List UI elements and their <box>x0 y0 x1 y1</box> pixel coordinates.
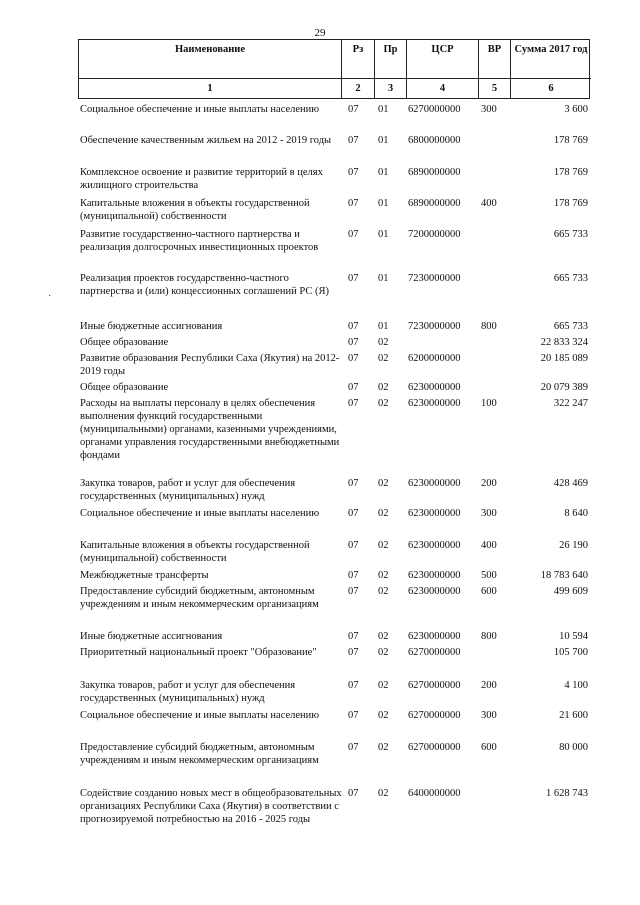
cell-vr: 300 <box>481 710 497 721</box>
cell-csr: 6270000000 <box>408 104 461 115</box>
cell-name: Иные бюджетные ассигнования <box>80 321 223 332</box>
cell-sum: 21 600 <box>559 710 588 721</box>
cell-pr: 02 <box>378 586 389 597</box>
cell-rz: 07 <box>348 398 359 409</box>
cell-name: Развитие государственно-частного партнерства и реализация долгосрочных инвестиционных проектов <box>80 229 319 253</box>
cell-rz: 07 <box>348 540 359 551</box>
cell-pr: 01 <box>378 321 389 332</box>
cell-pr: 02 <box>378 337 389 348</box>
cell-sum: 105 700 <box>553 647 588 658</box>
cell-csr: 7200000000 <box>408 229 461 240</box>
header-csr-col <box>407 40 479 98</box>
cell-sum: 665 733 <box>553 273 588 284</box>
cell-pr: 02 <box>378 353 389 364</box>
cell-sum: 80 000 <box>559 742 588 753</box>
cell-name: Межбюджетные трансферты <box>80 570 209 581</box>
cell-pr: 02 <box>378 680 389 691</box>
cell-csr: 6270000000 <box>408 680 461 691</box>
cell-rz: 07 <box>348 229 359 240</box>
header-name: Наименование <box>79 40 341 79</box>
cell-csr: 6230000000 <box>408 508 461 519</box>
cell-pr: 01 <box>378 229 389 240</box>
cell-csr: 7230000000 <box>408 321 461 332</box>
cell-sum: 8 640 <box>564 508 588 519</box>
header-num-4: 4 <box>439 83 446 94</box>
cell-sum: 665 733 <box>553 321 588 332</box>
header-rz: Рз <box>342 40 374 79</box>
header-num-5: 5 <box>491 83 498 94</box>
cell-csr: 6890000000 <box>408 198 461 209</box>
cell-vr: 100 <box>481 398 497 409</box>
cell-pr: 02 <box>378 647 389 658</box>
cell-vr: 200 <box>481 478 497 489</box>
cell-sum: 322 247 <box>553 398 588 409</box>
cell-sum: 20 079 389 <box>540 382 588 393</box>
cell-csr: 6230000000 <box>408 382 461 393</box>
cell-rz: 07 <box>348 167 359 178</box>
header-rz-col <box>342 40 375 98</box>
cell-csr: 6230000000 <box>408 478 461 489</box>
cell-name: Развитие образования Республики Саха (Якутия) на 2012-2019 годы <box>80 353 340 377</box>
cell-csr: 6230000000 <box>408 586 461 597</box>
cell-sum: 178 769 <box>553 135 588 146</box>
cell-name: Закупка товаров, работ и услуг для обеспечения государственных (муниципальных) нужд <box>80 478 296 502</box>
cell-csr: 6230000000 <box>408 398 461 409</box>
cell-csr: 6800000000 <box>408 135 461 146</box>
cell-pr: 02 <box>378 398 389 409</box>
cell-rz: 07 <box>348 135 359 146</box>
cell-rz: 07 <box>348 382 359 393</box>
cell-rz: 07 <box>348 710 359 721</box>
cell-csr: 6270000000 <box>408 742 461 753</box>
cell-name: Приоритетный национальный проект "Образование" <box>80 647 317 658</box>
cell-csr: 7230000000 <box>408 273 461 284</box>
cell-rz: 07 <box>348 631 359 642</box>
header-num-1: 1 <box>207 83 213 94</box>
cell-pr: 01 <box>378 167 389 178</box>
cell-pr: 02 <box>378 788 389 799</box>
cell-vr: 300 <box>481 104 497 115</box>
cell-csr: 6270000000 <box>408 710 461 721</box>
cell-csr: 6890000000 <box>408 167 461 178</box>
cell-rz: 07 <box>348 586 359 597</box>
cell-name: Общее образование <box>80 382 169 393</box>
cell-pr: 02 <box>378 508 389 519</box>
scan-mark-dot: · <box>48 291 52 302</box>
cell-rz: 07 <box>348 478 359 489</box>
header-csr: ЦСР <box>407 40 478 79</box>
cell-name: Капитальные вложения в объекты государственной (муниципальной) собственности <box>80 198 310 222</box>
header-num-3: 3 <box>387 83 394 94</box>
cell-name: Содействие созданию новых мест в общеобразовательных организациях Республики Саха (Якутия) в соответствии с прогнозируемой потребностью на 2016 - 2025 годы <box>80 788 342 825</box>
cell-sum: 178 769 <box>553 198 588 209</box>
cell-sum: 4 100 <box>564 680 588 691</box>
cell-vr: 800 <box>481 321 497 332</box>
cell-pr: 02 <box>378 710 389 721</box>
cell-pr: 02 <box>378 478 389 489</box>
cell-rz: 07 <box>348 353 359 364</box>
cell-pr: 02 <box>378 540 389 551</box>
cell-sum: 1 628 743 <box>546 788 588 799</box>
cell-name: Социальное обеспечение и иные выплаты населению <box>80 104 320 115</box>
header-pr-col <box>375 40 407 98</box>
cell-sum: 26 190 <box>559 540 588 551</box>
cell-name: Социальное обеспечение и иные выплаты населению <box>80 710 320 721</box>
cell-pr: 01 <box>378 198 389 209</box>
cell-csr: 6200000000 <box>408 353 461 364</box>
cell-sum: 20 185 089 <box>540 353 588 364</box>
cell-rz: 07 <box>348 104 359 115</box>
table-header <box>78 39 590 99</box>
cell-sum: 10 594 <box>559 631 588 642</box>
cell-vr: 400 <box>481 198 497 209</box>
header-num-6: 6 <box>548 83 554 94</box>
cell-name: Предоставление субсидий бюджетным, автономным учреждениям и иным некоммерческим организациям <box>80 586 319 610</box>
header-sum-col <box>511 40 591 98</box>
cell-rz: 07 <box>348 647 359 658</box>
cell-csr: 6230000000 <box>408 631 461 642</box>
cell-name: Закупка товаров, работ и услуг для обеспечения государственных (муниципальных) нужд <box>80 680 296 704</box>
cell-rz: 07 <box>348 742 359 753</box>
cell-rz: 07 <box>348 321 359 332</box>
cell-name: Капитальные вложения в объекты государственной (муниципальной) собственности <box>80 540 310 564</box>
header-pr: Пр <box>375 40 406 79</box>
header-name-col <box>79 40 342 98</box>
cell-pr: 01 <box>378 104 389 115</box>
cell-csr: 6230000000 <box>408 540 461 551</box>
cell-sum: 428 469 <box>553 478 588 489</box>
cell-vr: 400 <box>481 540 497 551</box>
cell-sum: 3 600 <box>564 104 588 115</box>
header-vr: ВР <box>479 40 510 79</box>
cell-name: Реализация проектов государственно-частного партнерства и (или) концессионных соглашений РС (Я) <box>80 273 329 297</box>
cell-csr: 6400000000 <box>408 788 461 799</box>
cell-sum: 178 769 <box>553 167 588 178</box>
cell-vr: 300 <box>481 508 497 519</box>
cell-rz: 07 <box>348 198 359 209</box>
cell-name: Расходы на выплаты персоналу в целях обеспечения выполнения функций государственными (муниципальными) органами, казенными учреждениями, органами управления государственными внебюджетными фондами <box>80 398 340 461</box>
cell-sum: 499 609 <box>553 586 588 597</box>
header-num-2: 2 <box>355 83 361 94</box>
cell-pr: 02 <box>378 742 389 753</box>
cell-rz: 07 <box>348 570 359 581</box>
cell-name: Иные бюджетные ассигнования <box>80 631 223 642</box>
cell-rz: 07 <box>348 680 359 691</box>
cell-vr: 200 <box>481 680 497 691</box>
cell-name: Общее образование <box>80 337 169 348</box>
cell-sum: 665 733 <box>553 229 588 240</box>
cell-vr: 600 <box>481 742 497 753</box>
cell-rz: 07 <box>348 337 359 348</box>
cell-vr: 500 <box>481 570 497 581</box>
cell-pr: 01 <box>378 273 389 284</box>
cell-rz: 07 <box>348 273 359 284</box>
page-number: 29 <box>314 27 326 39</box>
cell-rz: 07 <box>348 508 359 519</box>
cell-name: Комплексное освоение и развитие территорий в целях жилищного строительства <box>80 167 323 191</box>
cell-vr: 600 <box>481 586 497 597</box>
cell-pr: 02 <box>378 382 389 393</box>
header-vr-col <box>479 40 511 98</box>
cell-pr: 02 <box>378 631 389 642</box>
cell-rz: 07 <box>348 788 359 799</box>
cell-csr: 6230000000 <box>408 570 461 581</box>
cell-vr: 800 <box>481 631 497 642</box>
header-sum: Сумма 2017 год <box>511 40 591 79</box>
cell-pr: 01 <box>378 135 389 146</box>
cell-name: Предоставление субсидий бюджетным, автономным учреждениям и иным некоммерческим организациям <box>80 742 319 766</box>
cell-pr: 02 <box>378 570 389 581</box>
cell-sum: 18 783 640 <box>540 570 588 581</box>
cell-name: Социальное обеспечение и иные выплаты населению <box>80 508 320 519</box>
budget-table <box>78 39 590 99</box>
cell-sum: 22 833 324 <box>540 337 588 348</box>
cell-csr: 6270000000 <box>408 647 461 658</box>
cell-name: Обеспечение качественным жильем на 2012 - 2019 годы <box>80 135 332 146</box>
